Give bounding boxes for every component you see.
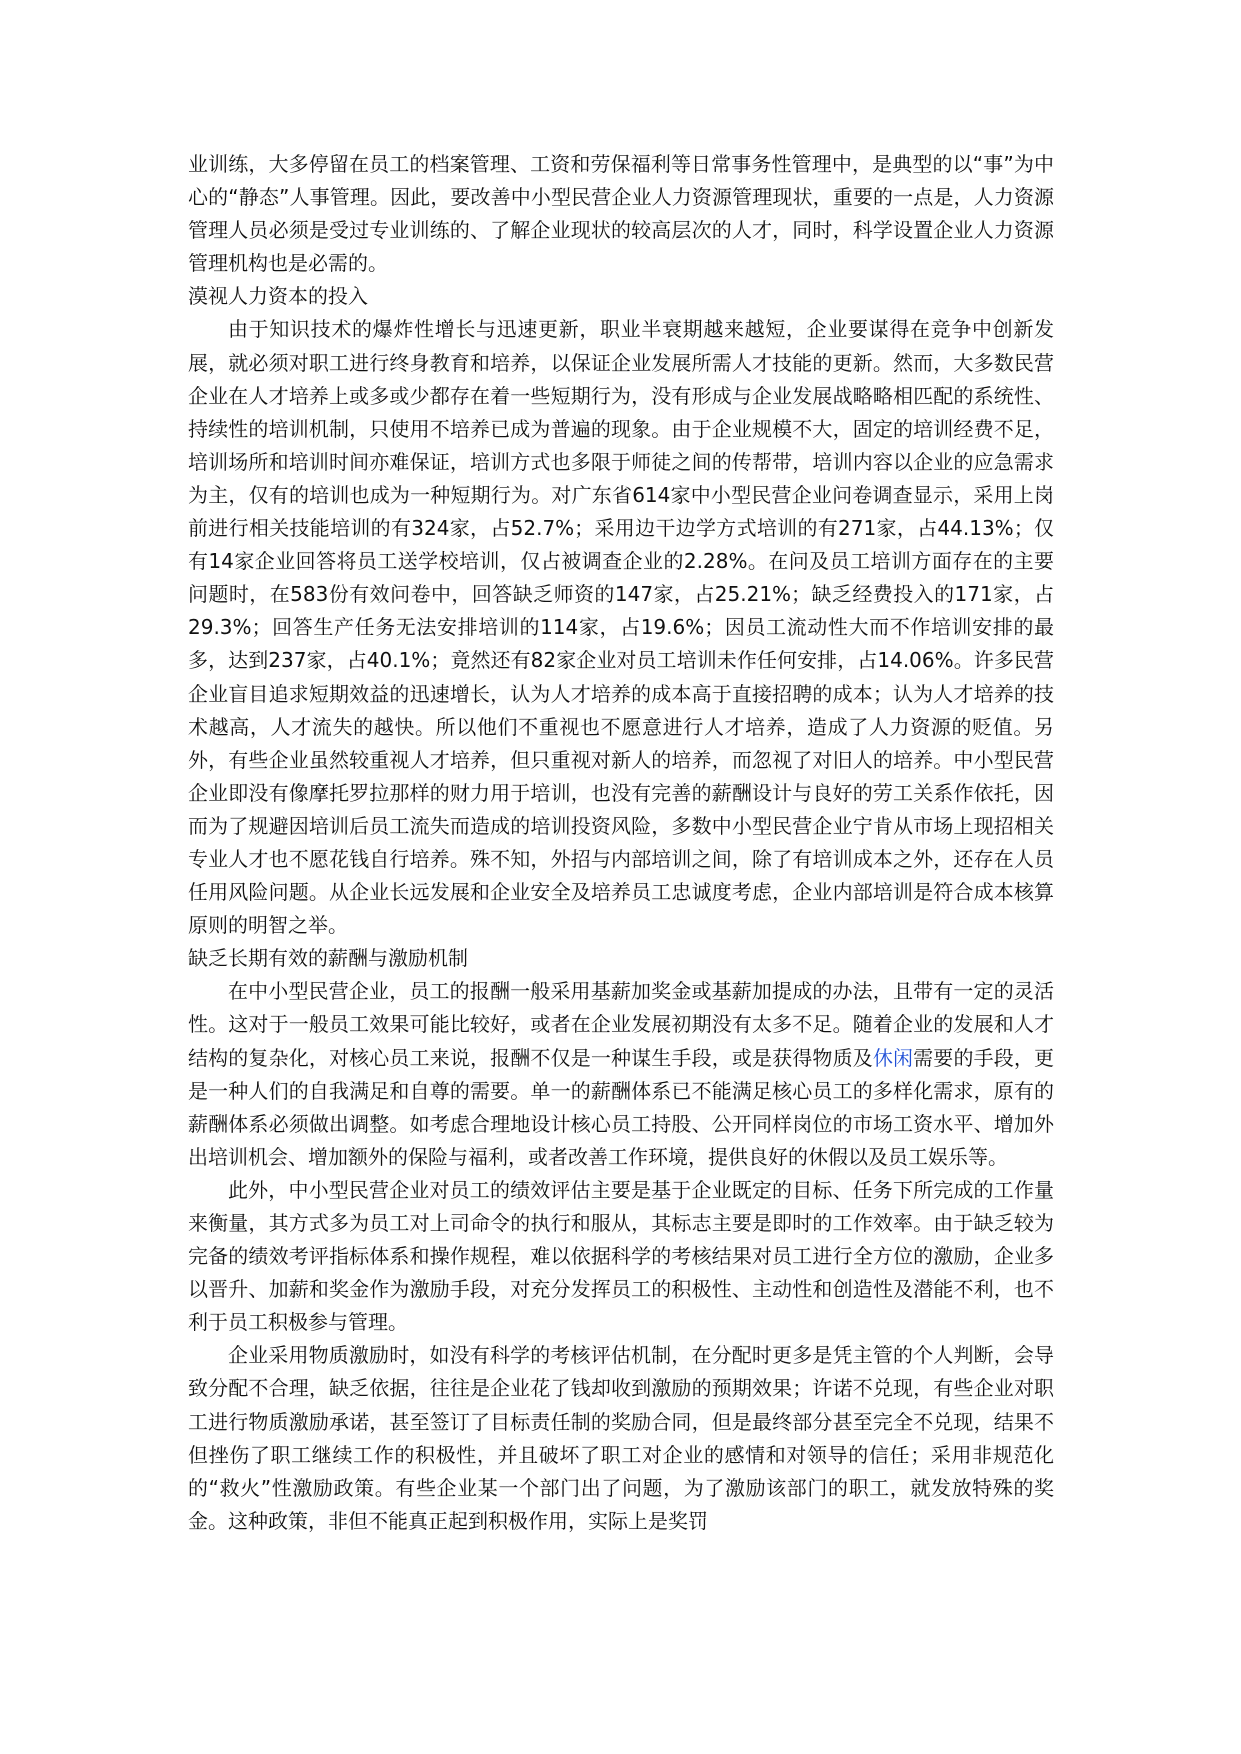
- paragraph-compensation-text-before-link: 在中小型民营企业，员工的报酬一般采用基薪加奖金或基薪加提成的办法，且带有一定的灵活性。这对于一般员工效果可能比较好，或者在企业发展初期没有太多不足。随着企业的发展和人才结构的复杂化，对核心员工来说，报酬不仅是一种谋生手段，或是获得物质及: [188, 979, 1054, 1070]
- leisure-link[interactable]: 休闲: [872, 1045, 914, 1070]
- section-heading-human-capital-investment: 漠视人力资本的投入: [188, 284, 368, 309]
- paragraph-compensation: [188, 975, 1054, 1174]
- paragraph-performance-evaluation: 此外，中小型民营企业对员工的绩效评估主要是基于企业既定的目标、任务下所完成的工作量来衡量，其方式多为员工对上司命令的执行和服从，其标志主要是即时的工作效率。由于缺乏较为完备的绩效考评指标体系和操作规程，难以依据科学的考核结果对员工进行全方位的激励，企业多以晋升、加薪和奖金作为激励手段，对充分发挥员工的积极性、主动性和创造性及潜能不利，也不利于员工积极参与管理。: [188, 1177, 1054, 1335]
- paragraph-compensation-text-after-link: 需要的手段，更是一种人们的自我满足和自尊的需要。单一的薪酬体系已不能满足核心员工的多样化需求，原有的薪酬体系必须做出调整。如考虑合理地设计核心员工持股、公开同样岗位的市场工资水平、增加外出培训机会、增加额外的保险与福利，或者改善工作环境，提供良好的休假以及员工娱乐等。: [188, 1045, 1055, 1169]
- section-heading-compensation-incentive: 缺乏长期有效的薪酬与激励机制: [188, 946, 468, 971]
- paragraph-training-investment: 由于知识技术的爆炸性增长与迅速更新，职业半衰期越来越短，企业要谋得在竞争中创新发展，就必须对职工进行终身教育和培养，以保证企业发展所需人才技能的更新。然而，大多数民营企业在人才培养上或多或少都存在着一些短期行为，没有形成与企业发展战略略相匹配的系统性、持续性的培训机制，只使用不培养已成为普遍的现象。由于企业规模不大，固定的培训经费不足，培训场所和培训时间亦难保证，培训方式也多限于师徒之间的传帮带，培训内容以企业的应急需求为主，仅有的培训也成为一种短期行为。对广东省614家中小型民营企业问卷调查显示，采用上岗前进行相关技能培训的有324家，占52.7%；采用边干边学方式培训的有271家，占44.13%；仅有14家企业回答将员工送学校培训，仅占被调查企业的2.28%。在问及员工培训方面存在的主要问题时，在583份有效问卷中，回答缺乏师资的147家，占25.21%；缺乏经费投入的171家，占29.3%；回答生产任务无法安排培训的114家，占19.6%；因员工流动性大而不作培训安排的最多，达到237家，占40.1%；竟然还有82家企业对员工培训未作任何安排，占14.06%。许多民营企业盲目追求短期效益的迅速增长，认为人才培养的成本高于直接招聘的成本；认为人才培养的技术越高，人才流失的越快。所以他们不重视也不愿意进行人才培养，造成了人力资源的贬值。另外，有些企业虽然较重视人才培养，但只重视对新人的培养，而忽视了对旧人的培养。中小型民营企业即没有像摩托罗拉那样的财力用于培训，也没有完善的薪酬设计与良好的劳工关系作依托，因而为了规避因培训后员工流失而造成的培训投资风险，多数中小型民营企业宁肯从市场上现招相关专业人才也不愿花钱自行培养。殊不知，外招与内部培训之间，除了有培训成本之外，还存在人员任用风险问题。从企业长远发展和企业安全及培养员工忠诚度考虑，企业内部培训是符合成本核算原则的明智之举。: [188, 317, 1054, 938]
- document-page: [188, 148, 1054, 1538]
- paragraph-material-incentive: 企业采用物质激励时，如没有科学的考核评估机制，在分配时更多是凭主管的个人判断，会导致分配不合理，缺乏依据，往往是企业花了钱却收到激励的预期效果；许诺不兑现，有些企业对职工进行物质激励承诺，甚至签订了目标责任制的奖励合同，但是最终部分甚至完全不兑现，结果不但挫伤了职工继续工作的积极性，并且破坏了职工对企业的感情和对领导的信任；采用非规范化的“救火”性激励政策。有些企业某一个部门出了问题，为了激励该部门的职工，就发放特殊的奖金。这种政策，非但不能真正起到积极作用，实际上是奖罚: [188, 1343, 1054, 1533]
- paragraph-continuation: 业训练，大多停留在员工的档案管理、工资和劳保福利等日常事务性管理中，是典型的以“事”为中心的“静态”人事管理。因此，要改善中小型民营企业人力资源管理现状，重要的一点是，人力资源管理人员必须是受过专业训练的、了解企业现状的较高层次的人才，同时，科学设置企业人力资源管理机构也是必需的。: [188, 152, 1054, 276]
